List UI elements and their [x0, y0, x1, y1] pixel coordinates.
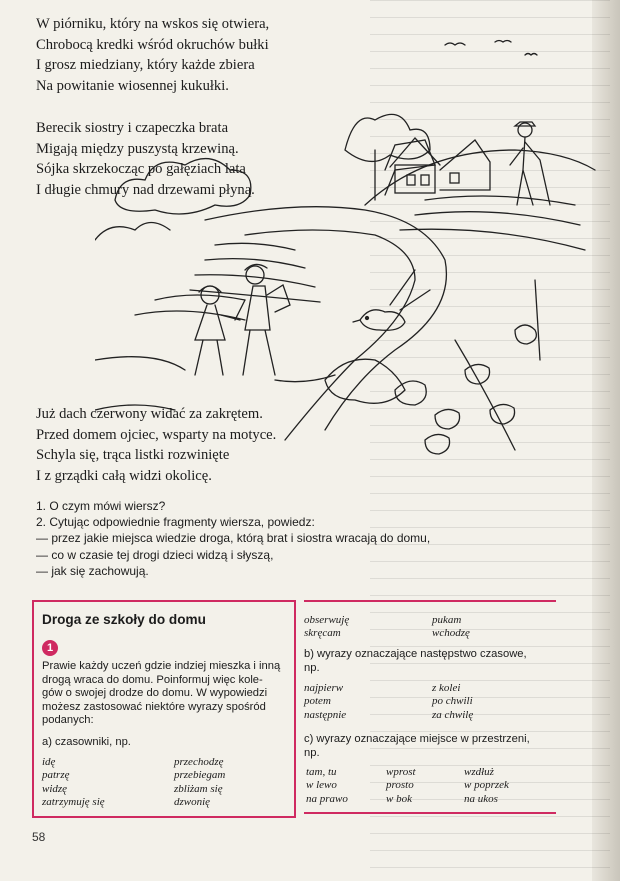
word: następnie [304, 708, 347, 721]
poem-line: I grosz miedziany, który każde zbiera [36, 57, 255, 73]
word: widzę [42, 782, 68, 795]
question-line: 1. O czym mówi wiersz? [36, 499, 166, 513]
text-line: np. [304, 662, 320, 674]
word: na ukos [464, 792, 498, 805]
exercise-continuation [304, 600, 556, 814]
illustration-children-walking-home [95, 30, 600, 455]
subsection-b-label [304, 647, 554, 675]
questions [36, 498, 430, 579]
word: pukam [432, 614, 462, 626]
word: najpierw [304, 682, 344, 694]
exercise-title: Droga ze szkoły do domu [42, 612, 206, 627]
verbs-continued-left [304, 614, 349, 641]
space-words-col-1 [306, 766, 348, 806]
question-line: 2. Cytując odpowiednie fragmenty wiersza, powiedz: [36, 515, 315, 530]
word: patrzę [42, 769, 70, 782]
instruction-line: gów o swojej drodze do domu. W wypowiedzi [42, 687, 268, 700]
instruction-line: drogą wraca do domu. Poinformuj więc kole- [42, 673, 263, 686]
verbs-column-right [174, 756, 225, 810]
text-line: b) wyrazy oznaczające następstwo czasowe, [304, 648, 527, 660]
word: za chwilę [432, 708, 474, 721]
exercise-instructions [42, 660, 288, 728]
poem-line: Chrobocą kredki wśród okruchów bułki [36, 36, 269, 53]
word: dzwonię [174, 796, 211, 809]
poem-line: Na powitanie wiosennej kukułki. [36, 77, 229, 94]
word: skręcam [304, 627, 341, 640]
word: wchodzę [432, 627, 470, 640]
instruction-line: możesz zastosować niektóre wyrazy spośród [42, 700, 266, 713]
poem-line: W piórniku, który na wskos się otwiera, [36, 16, 270, 32]
word: wprost [386, 766, 416, 778]
subsection-c-label [304, 732, 554, 760]
poem-line: I z grządki całą widzi okolicę. [36, 467, 212, 484]
instruction-line: podanych: [42, 714, 94, 727]
poem-stanza-3 [36, 404, 276, 486]
word: w bok [386, 792, 412, 805]
poem-line: Sójka skrzekocząc po gałęziach lata [36, 161, 246, 177]
time-words-right [432, 682, 473, 722]
word: zbliżam się [174, 782, 223, 795]
space-words-col-3 [464, 766, 509, 806]
poem-line: Przed domem ojciec, wsparty na motyce. [36, 426, 277, 443]
poem-line: Migają między puszystą krzewiną. [36, 140, 239, 157]
verbs-continued-right [432, 614, 470, 641]
top-rule [304, 600, 556, 602]
poem-line: I długie chmury nad drzewami płyną. [36, 181, 255, 198]
poem-line: Schyla się, trąca listki rozwinięte [36, 447, 230, 463]
exercise-box [32, 600, 296, 818]
text-line: np. [304, 747, 320, 759]
bottom-rule [304, 812, 556, 814]
text-line: c) wyrazy oznaczające miejsce w przestrzeni, [304, 733, 530, 745]
exercise-number-badge: 1 [42, 640, 58, 656]
question-line: — przez jakie miejsca wiedzie droga, którą brat i siostra wracają do domu, [36, 531, 431, 546]
poem-line: Już dach czerwony widać za zakrętem. [36, 406, 263, 422]
word: idę [42, 756, 56, 768]
time-words-left [304, 682, 346, 722]
word: tam, tu [306, 766, 337, 778]
verbs-column-left [42, 756, 105, 810]
subsection-a-label: a) czasowniki, np. [42, 736, 131, 748]
word: wzdłuż [464, 766, 494, 778]
word: przechodzę [174, 756, 224, 768]
space-words-col-2 [386, 766, 416, 806]
word: w poprzek [464, 779, 509, 792]
word: potem [304, 695, 331, 708]
word: po chwili [432, 695, 473, 708]
word: prosto [386, 779, 414, 792]
word: w lewo [306, 779, 337, 792]
word: z kolei [432, 682, 461, 694]
instruction-line: Prawie każdy uczeń gdzie indziej mieszka i inną [42, 660, 281, 672]
word: zatrzymuję się [42, 796, 105, 809]
question-line: — jak się zachowują. [36, 563, 149, 578]
word: na prawo [306, 792, 348, 805]
question-line: — co w czasie tej drogi dzieci widzą i słyszą, [36, 547, 274, 562]
page-number: 58 [32, 830, 46, 844]
word: obserwuję [304, 614, 350, 626]
word: przebiegam [174, 769, 226, 782]
poem-line: Berecik siostry i czapeczka brata [36, 120, 229, 136]
